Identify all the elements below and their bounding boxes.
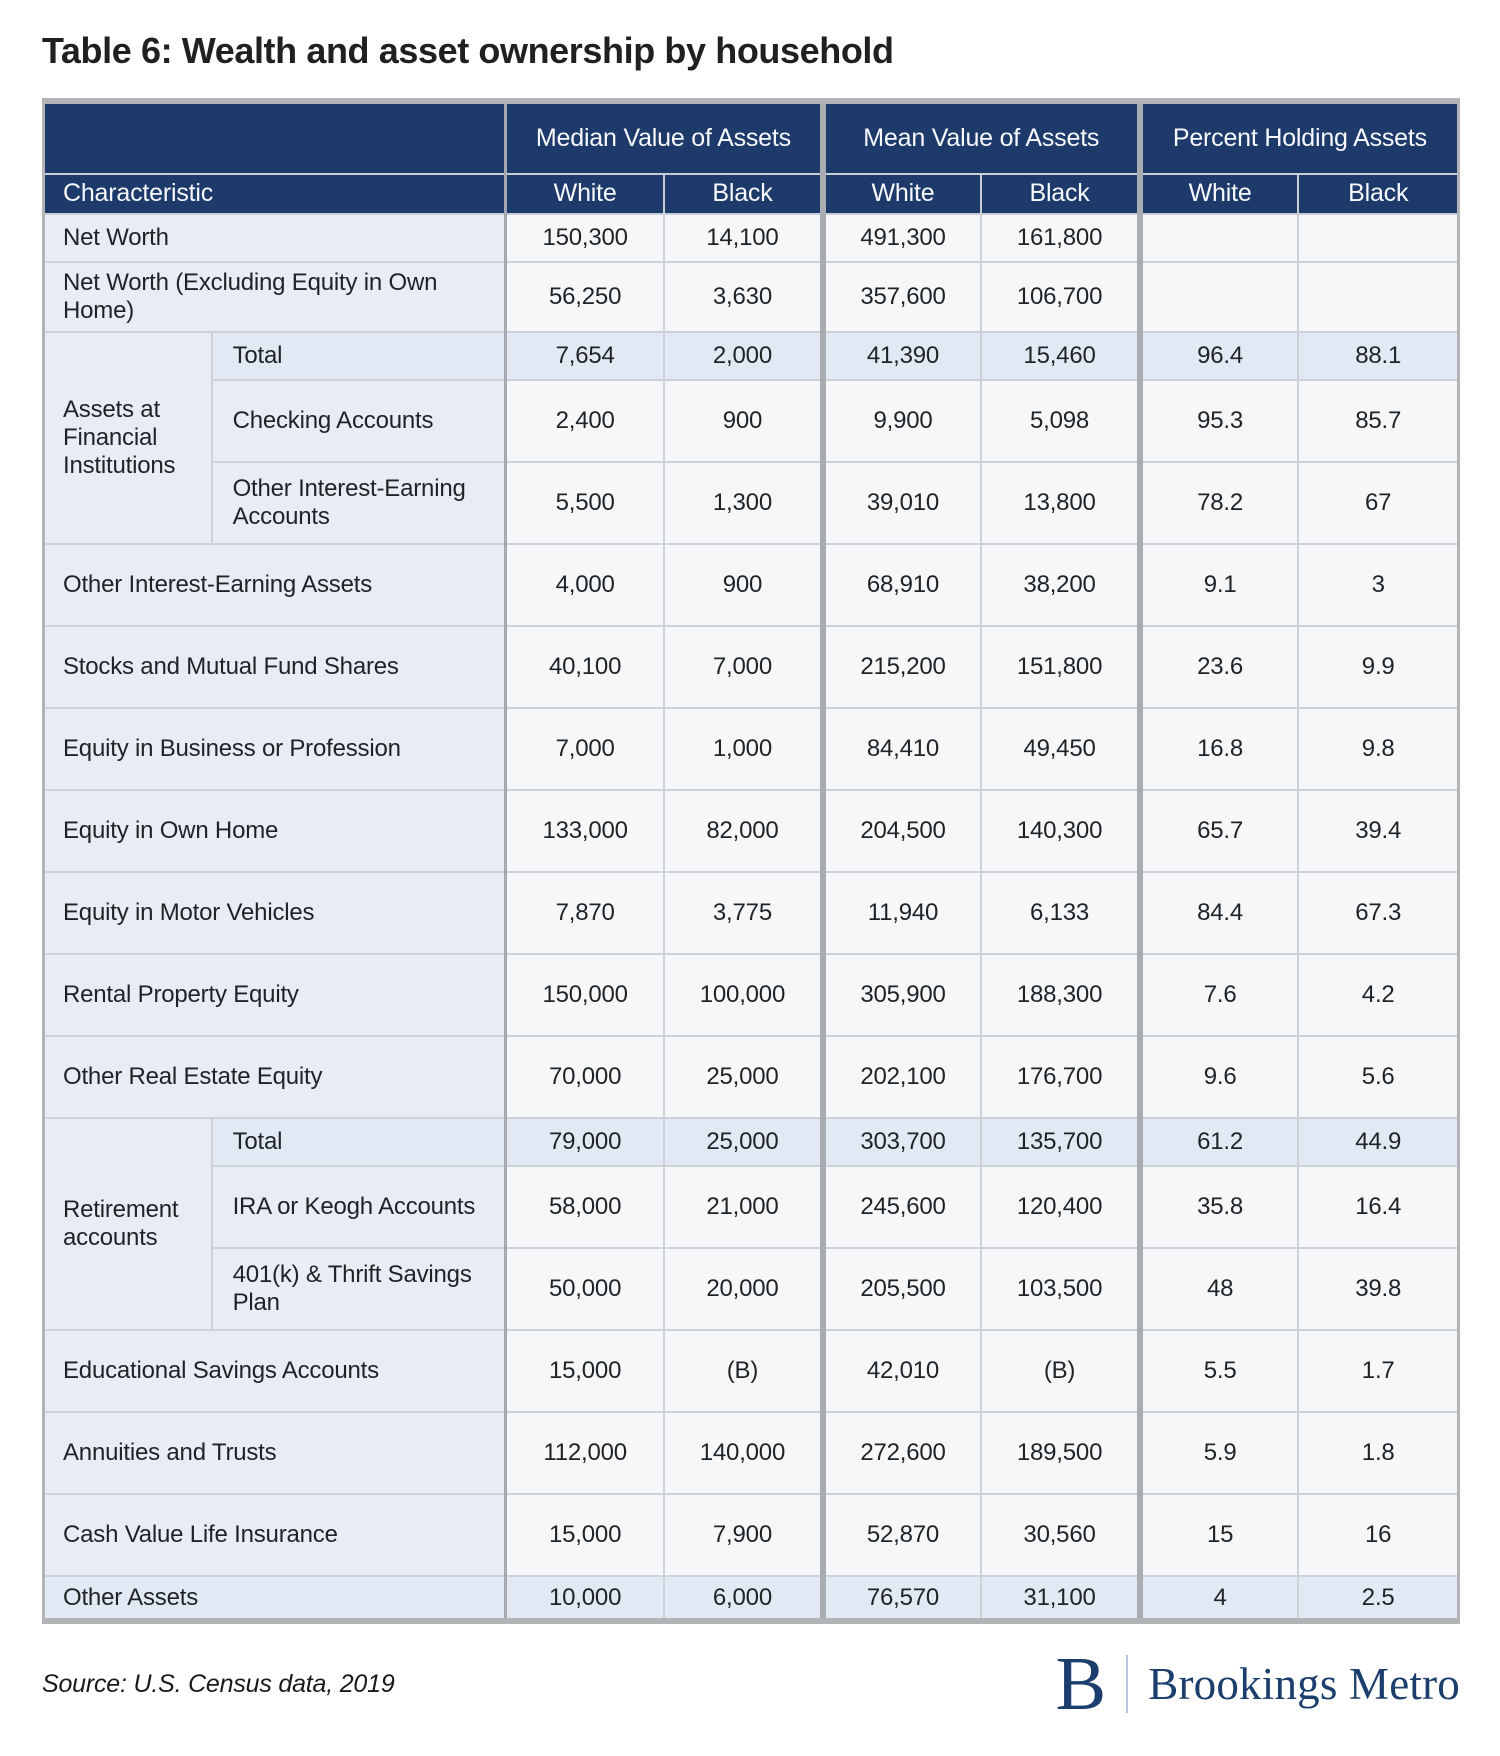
row-group-label: Assets at Financial Institutions	[45, 332, 212, 544]
value-cell: 7.6	[1140, 954, 1299, 1036]
value-cell: 7,900	[664, 1494, 823, 1576]
value-cell: 106,700	[981, 262, 1140, 332]
value-cell: 205,500	[823, 1248, 982, 1330]
value-cell: 5.9	[1140, 1412, 1299, 1494]
value-cell: 900	[664, 544, 823, 626]
corner-cell	[45, 104, 506, 174]
value-cell: 176,700	[981, 1036, 1140, 1118]
value-cell: 100,000	[664, 954, 823, 1036]
value-cell: 70,000	[506, 1036, 665, 1118]
table-row	[45, 544, 1457, 626]
table-row	[45, 954, 1457, 1036]
table-row	[45, 380, 1457, 462]
value-cell: 20,000	[664, 1248, 823, 1330]
value-cell: 1.8	[1298, 1412, 1457, 1494]
value-cell: 11,940	[823, 872, 982, 954]
characteristic-header: Characteristic	[45, 174, 506, 214]
brookings-wordmark: Brookings Metro	[1148, 1659, 1460, 1710]
group-header-mean: Mean Value of Assets	[823, 104, 1140, 174]
row-sub-label: Total	[212, 332, 506, 380]
value-cell: (B)	[981, 1330, 1140, 1412]
subheader-median-black: Black	[664, 174, 823, 214]
value-cell: 16	[1298, 1494, 1457, 1576]
value-cell: 35.8	[1140, 1166, 1299, 1248]
value-cell: 900	[664, 380, 823, 462]
value-cell: 96.4	[1140, 332, 1299, 380]
table-row	[45, 1412, 1457, 1494]
value-cell: 7,000	[506, 708, 665, 790]
value-cell: 9.1	[1140, 544, 1299, 626]
value-cell: 9.8	[1298, 708, 1457, 790]
value-cell: 52,870	[823, 1494, 982, 1576]
table-row	[45, 1118, 1457, 1166]
column-group-header-row	[45, 104, 1457, 174]
value-cell: 95.3	[1140, 380, 1299, 462]
value-cell: 150,300	[506, 214, 665, 262]
value-cell: 21,000	[664, 1166, 823, 1248]
wealth-table	[45, 104, 1457, 1618]
table-row	[45, 1576, 1457, 1618]
brookings-b-logo: B	[1055, 1642, 1107, 1726]
value-cell: 30,560	[981, 1494, 1140, 1576]
value-cell: 202,100	[823, 1036, 982, 1118]
value-cell: 2,000	[664, 332, 823, 380]
value-cell: 10,000	[506, 1576, 665, 1618]
value-cell: 5,098	[981, 380, 1140, 462]
logo-divider	[1126, 1655, 1128, 1713]
row-label: Stocks and Mutual Fund Shares	[45, 626, 506, 708]
value-cell: 135,700	[981, 1118, 1140, 1166]
value-cell: 2.5	[1298, 1576, 1457, 1618]
value-cell: 13,800	[981, 462, 1140, 544]
value-cell: 67	[1298, 462, 1457, 544]
value-cell: 7,654	[506, 332, 665, 380]
value-cell: 305,900	[823, 954, 982, 1036]
value-cell: 303,700	[823, 1118, 982, 1166]
value-cell: 39,010	[823, 462, 982, 544]
value-cell: 1,000	[664, 708, 823, 790]
value-cell: 82,000	[664, 790, 823, 872]
row-sub-label: Checking Accounts	[212, 380, 506, 462]
value-cell	[1140, 214, 1299, 262]
row-label: Net Worth	[45, 214, 506, 262]
sub-header-row	[45, 174, 1457, 214]
value-cell: 39.8	[1298, 1248, 1457, 1330]
value-cell: 272,600	[823, 1412, 982, 1494]
value-cell: 76,570	[823, 1576, 982, 1618]
value-cell: 31,100	[981, 1576, 1140, 1618]
row-label: Rental Property Equity	[45, 954, 506, 1036]
table-row	[45, 872, 1457, 954]
value-cell: 15	[1140, 1494, 1299, 1576]
value-cell: 39.4	[1298, 790, 1457, 872]
table-row	[45, 626, 1457, 708]
value-cell: 112,000	[506, 1412, 665, 1494]
value-cell: 61.2	[1140, 1118, 1299, 1166]
value-cell: 150,000	[506, 954, 665, 1036]
value-cell: 23.6	[1140, 626, 1299, 708]
row-label: Equity in Motor Vehicles	[45, 872, 506, 954]
value-cell: 491,300	[823, 214, 982, 262]
value-cell: 56,250	[506, 262, 665, 332]
subheader-percent-white: White	[1140, 174, 1299, 214]
row-sub-label: Total	[212, 1118, 506, 1166]
value-cell: 9.6	[1140, 1036, 1299, 1118]
row-sub-label: 401(k) & Thrift Savings Plan	[212, 1248, 506, 1330]
value-cell: 15,000	[506, 1330, 665, 1412]
value-cell: 16.4	[1298, 1166, 1457, 1248]
value-cell: 161,800	[981, 214, 1140, 262]
table-row	[45, 214, 1457, 262]
value-cell: 7,000	[664, 626, 823, 708]
table-row	[45, 332, 1457, 380]
value-cell: 9,900	[823, 380, 982, 462]
subheader-mean-black: Black	[981, 174, 1140, 214]
row-label: Equity in Business or Profession	[45, 708, 506, 790]
value-cell	[1140, 262, 1299, 332]
value-cell: 42,010	[823, 1330, 982, 1412]
table-row	[45, 1248, 1457, 1330]
group-header-percent: Percent Holding Assets	[1140, 104, 1457, 174]
value-cell: 6,133	[981, 872, 1140, 954]
value-cell: 48	[1140, 1248, 1299, 1330]
value-cell: 5,500	[506, 462, 665, 544]
value-cell: 357,600	[823, 262, 982, 332]
source-note: Source: U.S. Census data, 2019	[42, 1669, 395, 1698]
value-cell: 84.4	[1140, 872, 1299, 954]
value-cell: 204,500	[823, 790, 982, 872]
row-label: Other Assets	[45, 1576, 506, 1618]
brookings-logo	[1055, 1642, 1460, 1726]
value-cell	[1298, 262, 1457, 332]
value-cell: 188,300	[981, 954, 1140, 1036]
row-sub-label: IRA or Keogh Accounts	[212, 1166, 506, 1248]
table-row	[45, 1166, 1457, 1248]
value-cell: 40,100	[506, 626, 665, 708]
value-cell: 1,300	[664, 462, 823, 544]
value-cell: 85.7	[1298, 380, 1457, 462]
value-cell: 3	[1298, 544, 1457, 626]
value-cell: 44.9	[1298, 1118, 1457, 1166]
value-cell: 25,000	[664, 1036, 823, 1118]
wealth-table-container	[42, 98, 1460, 1624]
value-cell: 38,200	[981, 544, 1140, 626]
value-cell: 4.2	[1298, 954, 1457, 1036]
value-cell: 140,300	[981, 790, 1140, 872]
row-label: Other Interest-Earning Assets	[45, 544, 506, 626]
value-cell: 15,000	[506, 1494, 665, 1576]
value-cell: 7,870	[506, 872, 665, 954]
subheader-mean-white: White	[823, 174, 982, 214]
value-cell: 14,100	[664, 214, 823, 262]
table-row	[45, 790, 1457, 872]
value-cell: 16.8	[1140, 708, 1299, 790]
value-cell: 151,800	[981, 626, 1140, 708]
row-group-label: Retirement accounts	[45, 1118, 212, 1330]
value-cell: 2,400	[506, 380, 665, 462]
subheader-percent-black: Black	[1298, 174, 1457, 214]
value-cell: 4,000	[506, 544, 665, 626]
value-cell: 65.7	[1140, 790, 1299, 872]
value-cell: 15,460	[981, 332, 1140, 380]
table-row	[45, 262, 1457, 332]
value-cell: 5.6	[1298, 1036, 1457, 1118]
table-row	[45, 1330, 1457, 1412]
table-row	[45, 1036, 1457, 1118]
value-cell: 103,500	[981, 1248, 1140, 1330]
row-label: Educational Savings Accounts	[45, 1330, 506, 1412]
value-cell: 120,400	[981, 1166, 1140, 1248]
value-cell: 215,200	[823, 626, 982, 708]
value-cell: 67.3	[1298, 872, 1457, 954]
value-cell: 3,775	[664, 872, 823, 954]
value-cell: 4	[1140, 1576, 1299, 1618]
value-cell: 6,000	[664, 1576, 823, 1618]
value-cell: 245,600	[823, 1166, 982, 1248]
value-cell: 88.1	[1298, 332, 1457, 380]
value-cell: 79,000	[506, 1118, 665, 1166]
value-cell: 50,000	[506, 1248, 665, 1330]
row-label: Cash Value Life Insurance	[45, 1494, 506, 1576]
group-header-median: Median Value of Assets	[506, 104, 823, 174]
value-cell: 140,000	[664, 1412, 823, 1494]
value-cell	[1298, 214, 1457, 262]
row-label: Other Real Estate Equity	[45, 1036, 506, 1118]
row-label: Net Worth (Excluding Equity in Own Home)	[45, 262, 506, 332]
subheader-median-white: White	[506, 174, 665, 214]
footer	[42, 1642, 1460, 1726]
row-label: Equity in Own Home	[45, 790, 506, 872]
value-cell: 68,910	[823, 544, 982, 626]
value-cell: 189,500	[981, 1412, 1140, 1494]
value-cell: 49,450	[981, 708, 1140, 790]
value-cell: (B)	[664, 1330, 823, 1412]
value-cell: 3,630	[664, 262, 823, 332]
value-cell: 25,000	[664, 1118, 823, 1166]
table-body	[45, 214, 1457, 1618]
row-label: Annuities and Trusts	[45, 1412, 506, 1494]
value-cell: 5.5	[1140, 1330, 1299, 1412]
table-row	[45, 462, 1457, 544]
value-cell: 78.2	[1140, 462, 1299, 544]
page-title: Table 6: Wealth and asset ownership by household	[42, 30, 894, 71]
value-cell: 133,000	[506, 790, 665, 872]
value-cell: 41,390	[823, 332, 982, 380]
table-row	[45, 708, 1457, 790]
value-cell: 1.7	[1298, 1330, 1457, 1412]
value-cell: 58,000	[506, 1166, 665, 1248]
value-cell: 84,410	[823, 708, 982, 790]
value-cell: 9.9	[1298, 626, 1457, 708]
row-sub-label: Other Interest-Earning Accounts	[212, 462, 506, 544]
table-row	[45, 1494, 1457, 1576]
